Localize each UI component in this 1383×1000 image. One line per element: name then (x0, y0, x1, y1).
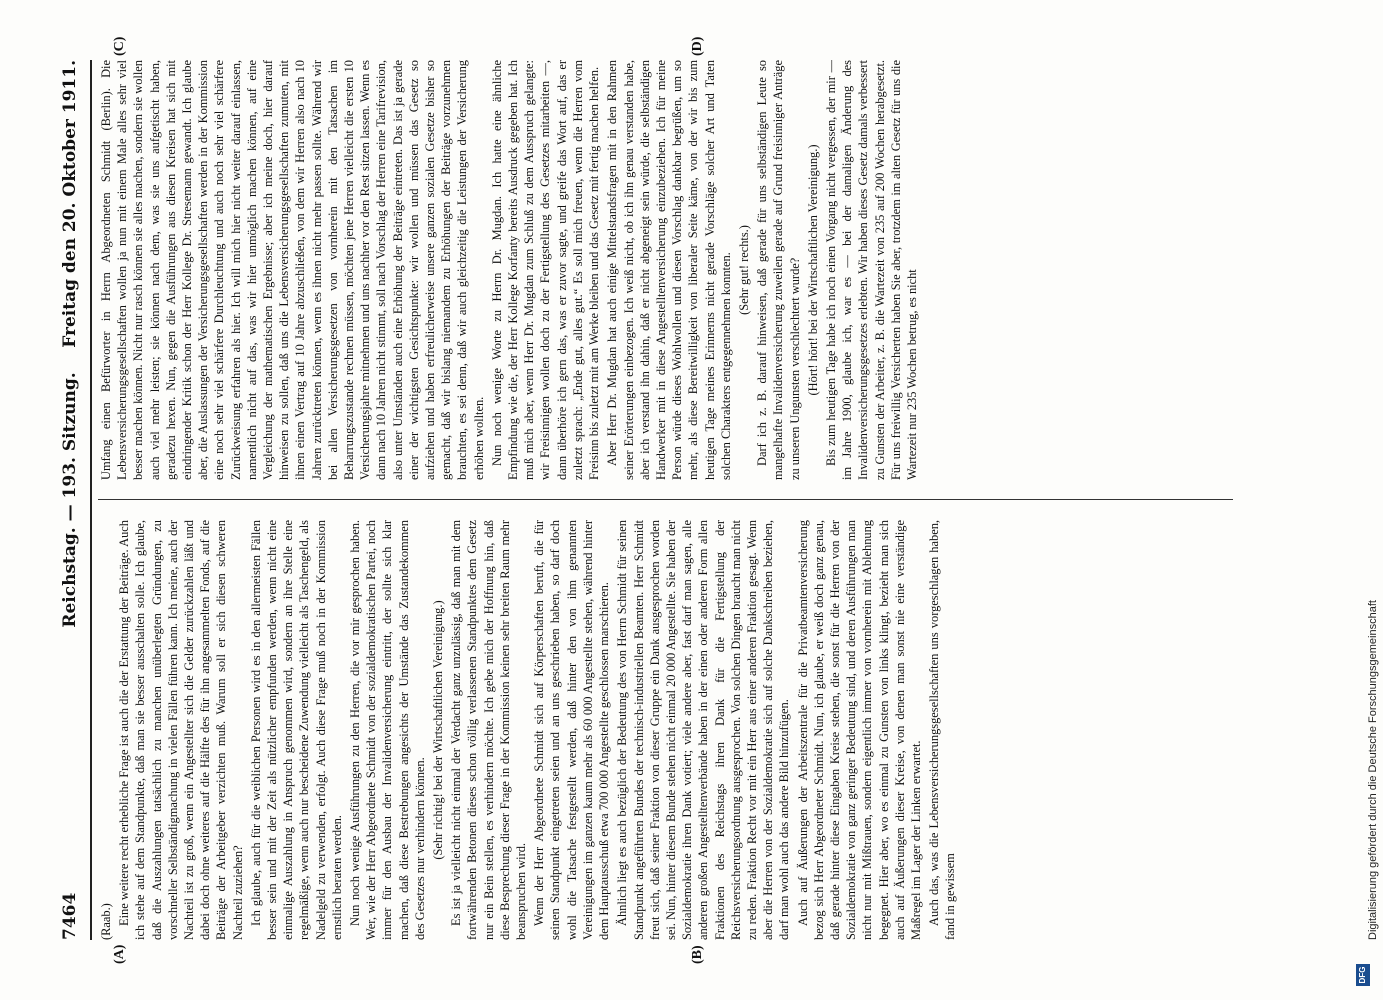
page-number: 7464 (60, 892, 80, 940)
margin-marker-b: (B) (690, 945, 705, 964)
paragraph: Umfang einen Befürworter in Herrn Abgeordneten Schmidt (Berlin). Die Lebensversicherungsgesellschaften wollen ja nun mit einem Male alles sehr viel besser machen können. Nicht nur rasch können sie alles machen, sondern sie wollen auch viel mehr leisten; sie können nach dem, was sie uns aufgetischt haben, geradezu hexen. Nun, gegen die Ausführungen aus diesen Kreisen hat sich mit eindringender Kritik schon der Herr Kollege Dr. Stresemann gewandt. Ich glaube aber, die Auslassungen der Versicherungsgesellschaften werden in der Kommission eine noch sehr viel schärfere Durchleuchtung und auch noch sehr viel schärfere Zurückweisung erfahren als hier. Ich will mich hier nicht weiter darauf einlassen, namentlich nicht auf das, was wir hier unmöglich machen können, auf eine Vergleichung der mathematischen Ergebnisse; aber ich meine doch, hier darauf hinweisen zu sollen, daß uns die Lebensversicherungsgesellschaften zumuten, mit ihnen einen Vertrag auf 10 Jahre abzuschließen, von dem wir Herren also nach 10 Jahren zurücktreten können, wenn es ihnen nicht mehr passen sollte. Während wir bei allen Versicherungsgesetzen von vornherein mit den Tatsachen im Beharrungszustande rechnen müssen, möchten jene Herren vielleicht die ersten 10 Versicherungsjahre mitnehmen und uns nachher vor den Rest sitzen lassen. Wenn es dann nach 10 Jahren nicht stimmt, soll nach Vorschlag der Herren eine Tarifrevision, also unter Umständen auch eine Erhöhung der Beiträge eintreten. Das ist ja gerade einer der wichtigsten Gesichtspunkte: wir wollen und müssen das Gesetz so aufziehen und haben erfreulicherweise unsere ganzen sozialen Gesetze bisher so gemacht, daß wir bislang niemandem zu Erhöhungen der Beiträge vorzunehmen brauchten, es sei denn, daß wir auch gleichzeitig die Leistungen der Versicherung erhöhen wollten. (99, 60, 486, 480)
right-column (98, 60, 1233, 480)
column-divider (98, 499, 1233, 500)
paragraph: Aber Herr Dr. Mugdan hat auch einige Mittelstandsfragen mit in den Rahmen seiner Erörterungen einbezogen. Ich weiß nicht, ob ich ihn genau verstanden habe, aber ich verstand ihn dahin, daß er nicht abgeneigt sein würde, die selbständigen Handwerker mit in diese Angestelltenversicherung einzubeziehen. Ich für meine Person würde dieses Wohlwollen und diesen Vorschlag dankbar begrüßen, um so mehr, als diese Bereitwilligkeit von liberaler Seite käme, von der wir bis zum heutigen Tage meines Erinnerns nicht gerade Vorschläge solcher Art und Taten solchen Charakters entgegennehmen konnten. (605, 60, 733, 480)
paragraph: Wenn der Herr Abgeordnete Schmidt sich auf Körperschaften beruft, die für seinen Standpunkt eingetreten seien und an uns geschrieben haben, so darf doch wohl die Tatsache festgestellt werden, daß hinter den von ihm genannten Vereinigungen im ganzen kaum mehr als 60 000 Angestellte stehen, während hinter dem Hauptausschuß etwa 700 000 Angestellte geschlossen marschieren. (532, 520, 612, 940)
paragraph: Ich glaube, auch für die weiblichen Personen wird es in den allermeisten Fällen besser sein und mit der Zeit als nützlicher empfunden werden, wenn nicht eine einmalige Auszahlung in Anspruch genommen wird, sondern an ihre Stelle eine regelmäßige, wenn auch nur bescheidene Zuwendung vielleicht als Taschengeld, als Nadelgeld zu verwenden, erfolgt. Auch diese Frage muß noch in der Kommission ernstlich beraten werden. (248, 520, 344, 940)
paragraph: Nun noch wenige Worte zu Herrn Dr. Mugdan. Ich hatte eine ähnliche Empfindung wie die, der Herr Kollege Korfanty bereits Ausdruck gegeben hat. Ich muß mich aber, wenn Herr Dr. Mugdan zum Schluß zu dem Ausspruch gelangte: wir Freisinnigen wollen doch zu der Fertigstellung des Gesetzes mitarbeiten —, dann überhöre ich gern das, was er zuvor sagte, und greife das Wort auf, das er zuletzt sprach: „Ende gut, alles gut.“ Es soll mich freuen, wenn die Herren vom Freisinn bis zuletzt mit am Werke bleiben und das Gesetz mit fertig machen helfen. (489, 60, 602, 480)
paragraph: (Raab.) (99, 903, 113, 940)
paragraph: Auch das, was die Lebensversicherungsgesellschaften uns vorgeschlagen haben, fand in gewissem (927, 520, 958, 940)
paragraph: Ähnlich liegt es auch bezüglich der Bedeutung des von Herrn Schmidt für seinen Standpunkt angeführten Bundes der technisch-industriellen Beamten. Herr Schmidt freut sich, daß seiner Fraktion von dieser Gruppe ein Dank ausgesprochen worden sei. Nun, hinter diesem Bunde stehen nicht einmal 20 000 Angestellte. Sie haben der Sozialdemokratie ihren Dank votiert; viele andere aber, fast darf man sagen, alle anderen großen Angestelltenverbände haben in der einen oder anderen Form allen Fraktionen des Reichstags ihren Dank für die Fertigstellung der Reichsversicherungsordnung ausgesprochen. Von solchen Dingen braucht man nicht zu reden. Fraktion Recht vor mit ein Herr aus einer anderen Fraktion gesagt. Wenn aber die Herren von der Sozialdemokratie sich auf solche Dankschreiben beziehen, darf man wohl auch das andere Bild hinzufügen. (615, 520, 792, 940)
session-title: Reichstag. — 193. Sitzung. (60, 372, 80, 628)
paragraph: (Sehr gut! rechts.) (736, 225, 751, 315)
margin-marker-c: (C) (112, 36, 127, 56)
paragraph: Auch auf Äußerungen der Arbeitszentrale für die Privatbeamtenversicherung bezog sich Herr Abgeordneter Schmidt. Nun, ich glaube, er weiß doch ganz genau, daß gerade hinter diese Eingaben Kreise stehen, die sonst für die Herren von der Sozialdemokratie von ganz geringer Bedeutung sind, und deren Ausführungen man nicht nur mit Mißtrauen, sondern eigentlich immer von vornherein mit Ablehnung begegnet. Hier aber, wo es einmal zu Gunsten von links klingt, bezieht man sich auch auf Äußerungen dieser Kreise, von denen man sonst nie eine verständige Maßregel im Lager der Linken erwartet. (795, 520, 923, 940)
paragraph: Eine weitere recht erhebliche Frage ist auch die der Erstattung der Beiträge. Auch ich stehe auf dem Standpunkte, daß man sie besser ausschalten solle. Ich glaube, daß die Auszahlungen tatsächlich zu manchen unüberlegten Gründungen, zu vorschneller Selbständigmachung in vielen Fällen führen kann. Ich meine, auch der Nachteil ist zu groß, wenn ein Angestellter sich die Gelder zurückzahlen läßt und dabei doch ohne weiteres auf die Hälfte des für ihn angesammelten Fonds, auf die Beiträge der Arbeitgeber verzichten muß. Warum soll er sich diesen schweren Nachteil zuziehen? (117, 520, 245, 940)
margin-marker-a: (A) (112, 944, 127, 964)
paragraph: Es ist ja vielleicht nicht einmal der Verdacht ganz unzulässig, daß man mit dem fortwährenden Betonen dieses schon völlig verlassenen Standpunktes dem Gesetz nur ein Bein stellen, es verhindern möchte. Ich gebe mich der Hoffnung hin, daß diese Besprechung dieser Frage in der Kommission keinen sehr breiten Raum mehr beanspruchen wird. (449, 520, 529, 940)
paragraph: (Hört! hört! bei der Wirtschaftlichen Vereinigung.) (805, 144, 820, 396)
digitization-credit: Digitalisierung gefördert durch die Deutsche Forschungsgemeinschaft (1367, 600, 1379, 940)
session-date: Freitag den 20. Oktober 1911. (60, 60, 80, 348)
paragraph: Darf ich z. B. darauf hinweisen, daß gerade für uns selbständigen Leute so mangelhafte Invalidenversicherung zuweilen gerade auf Grund freisinniger Anträge zu unseren Ungunsten verschlechtert wurde? (755, 60, 802, 480)
page-header (60, 60, 84, 940)
header-rule (90, 60, 92, 940)
left-column (98, 520, 1233, 940)
margin-marker-d: (D) (690, 36, 705, 56)
dfg-logo: DFG (1356, 964, 1370, 986)
paragraph: (Sehr richtig! bei der Wirtschaftlichen Vereinigung.) (431, 600, 446, 860)
paragraph: Nun noch wenige Ausführungen zu den Herren, die vor mir gesprochen haben. Wer, wie der Herr Abgeordnete Schmidt von der sozialdemokratischen Partei, noch immer für den Ausbau der Invalidenversicherung eintritt, der sollte sich klar machen, daß diese Bestrebungen angesichts der Umstände das Zustandekommen des Gesetzes nur verhindern können. (348, 520, 427, 940)
paragraph: Bis zum heutigen Tage habe ich noch einen Vorgang nicht vergessen, der mir — im Jahre 1900, glaube ich, war es — bei der damaligen Änderung des Invalidenversicherungsgesetzes erlebten. Wir haben dieses Gesetz damals verbessert zu Gunsten der Arbeiter, z. B. die Wartezeit von 235 auf 200 Wochen herabgesetzt. Für uns freiwillig Versicherten haben Sie aber, trotzdem im alten Gesetz für uns die Wartezeit nur 235 Wochen betrug, es nicht (823, 60, 919, 480)
